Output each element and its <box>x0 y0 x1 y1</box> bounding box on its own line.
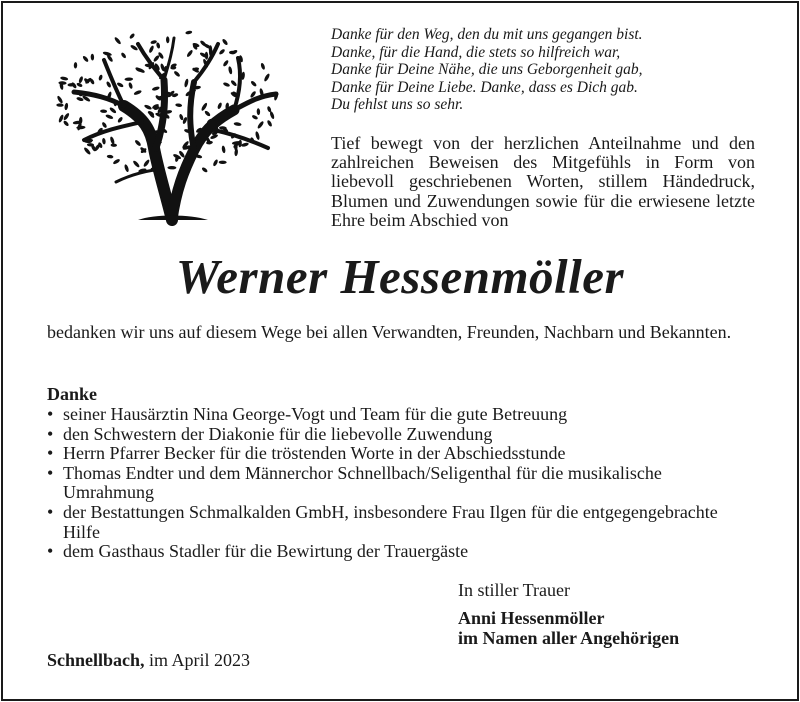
bullet-icon: • <box>47 462 54 483</box>
danke-heading: Danke <box>47 384 98 404</box>
deceased-name: Werner Hessenmöller <box>175 249 625 304</box>
list-item-text: Thomas Endter und dem Männerchor Schnellbach/Seligenthal für die musikalische Umrahmung <box>63 462 662 503</box>
signer <box>458 608 679 648</box>
thanks-text: bedanken wir uns auf diesem Wege bei allen Verwandten, Freunden, Nachbarn und Bekannten. <box>47 322 732 342</box>
in-stiller-trauer: In stiller Trauer <box>458 580 570 600</box>
list-item-text: Herrn Pfarrer Becker für die tröstenden Worte in der Abschiedsstunde <box>63 443 566 464</box>
danke-list <box>47 405 747 562</box>
bullet-icon: • <box>47 423 54 444</box>
list-item-text: den Schwestern der Diakonie für die liebevolle Zuwendung <box>63 423 493 444</box>
bullet-icon: • <box>47 501 54 522</box>
poem <box>331 26 643 114</box>
date: im April 2023 <box>149 650 251 670</box>
list-item <box>47 405 747 425</box>
signer-name: Anni Hessenmöller <box>458 608 605 628</box>
poem-line: Danke für Deine Liebe. Danke, dass es Dich gab. <box>331 78 638 96</box>
place-date <box>47 650 250 671</box>
list-item-text: dem Gasthaus Stadler für die Bewirtung der Trauergäste <box>63 541 469 562</box>
list-item <box>47 464 747 503</box>
signer-subtitle: im Namen aller Angehörigen <box>458 628 680 648</box>
list-item <box>47 444 747 464</box>
list-item <box>47 503 747 542</box>
bullet-icon: • <box>47 404 54 424</box>
poem-line: Du fehlst uns so sehr. <box>331 96 464 113</box>
poem-line: Danke für Deine Nähe, die uns Geborgenheit gab, <box>331 61 643 78</box>
tree-icon <box>54 30 284 226</box>
list-item-text: der Bestattungen Schmalkalden GmbH, insbesondere Frau Ilgen für die entgegengebrachte Hilfe <box>63 501 718 542</box>
intro-text: Tief bewegt von der herzlichen Anteilnahme und den zahlreichen Beweisen des Mitgefühls in Form von liebevoll geschriebenen Worten, stillem Händedruck, Blumen und Zuwendungen sowie für die erwiesene letzte Ehre beim Abschied von <box>331 133 755 230</box>
poem-line: Danke, für die Hand, die stets so hilfreich war, <box>331 43 621 61</box>
list-item <box>47 425 747 445</box>
list-item <box>47 542 747 562</box>
poem-line: Danke für den Weg, den du mit uns gegangen bist. <box>331 26 643 43</box>
bullet-icon: • <box>47 541 54 562</box>
bullet-icon: • <box>47 443 54 464</box>
list-item-text: seiner Hausärztin Nina George-Vogt und Team für die gute Betreuung <box>63 404 568 424</box>
place-name: Schnellbach, <box>47 650 145 670</box>
